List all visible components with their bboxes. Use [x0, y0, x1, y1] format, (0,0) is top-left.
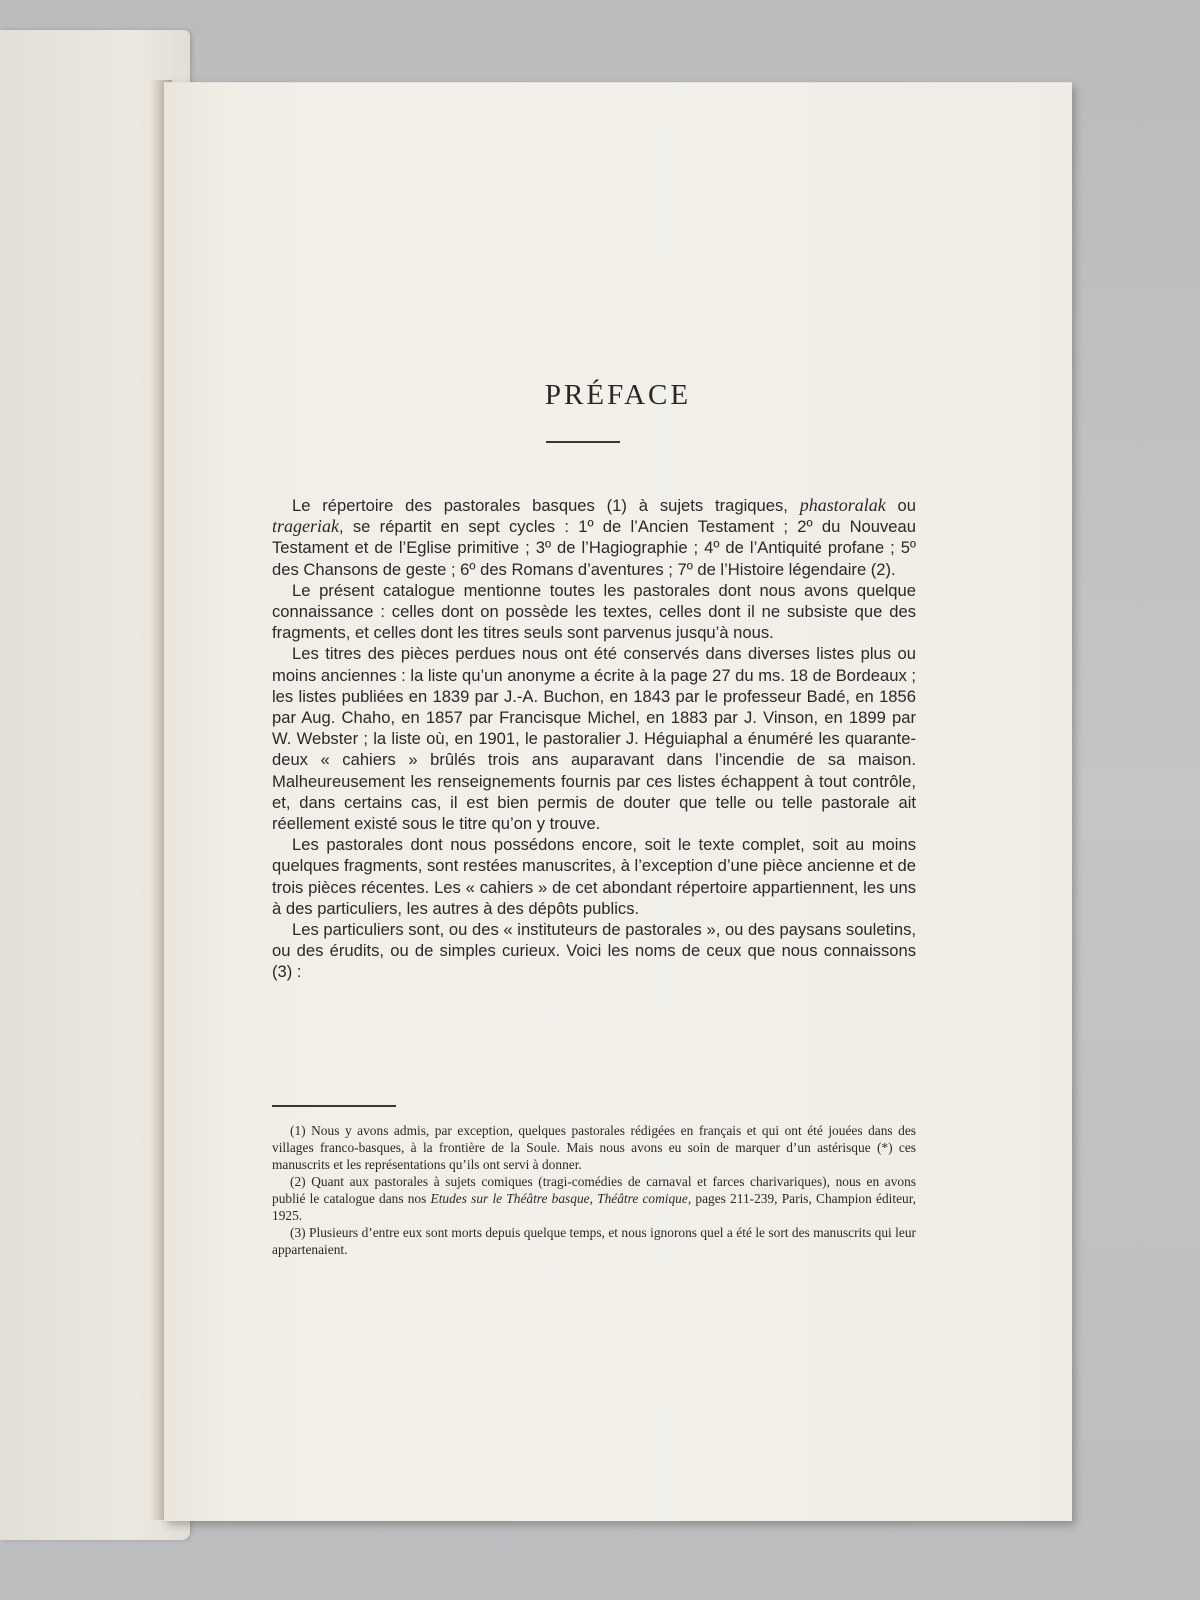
- paragraph-1-italic-b: trageriak: [272, 516, 339, 537]
- footnote-2-text-a: (2) Quant aux pastorales à sujets comiques (tragi-comédies de carnaval et farces charivariques), nous en avons publié le catalogue dans nos: [272, 1174, 916, 1206]
- paragraph-1-italic-a: phastoralak: [799, 495, 886, 515]
- paragraph-3: Les titres des pièces perdues nous ont été conservés dans diverses listes plus ou moins anciennes : la liste qu’un anonyme a écrite à la page 27 du ms. 18 de Bordeaux ; les listes publiées en 1839 par J.-A. Buchon, en 1843 par le professeur Badé, en 1856 par Aug. Chaho, en 1857 par Francisque Michel, en 1883 par J. Vinson, en 1899 par W. Webster ; la liste où, en 1901, le pastoralier J. Héguiaphal a énuméré les quarante-deux « cahiers » brûlés trois ans auparavant dans l’incendie de sa maison. Malheureusement les renseignements fournis par ces listes échappent à tout contrôle, et, dans certains cas, il est bien permis de douter que telle ou telle pastorale ait réellement existé sous le titre qu’on y trouve.: [272, 644, 916, 834]
- footnote-2-text-b: pages 211-239, Paris, Champion éditeur, 1925.: [272, 1191, 916, 1223]
- preface-body: [272, 495, 916, 983]
- footnote-1: (1) Nous y avons admis, par exception, quelques pastorales rédigées en français et qui ont été jouées dans des villages franco-basques, à la frontière de la Soule. Mais nous avons eu soin de marquer d’un astérisque (*) ces manuscrits et les représentations qu’ils ont servi à donner.: [272, 1123, 916, 1172]
- title-rule: [546, 441, 620, 443]
- right-page: [164, 82, 1072, 1521]
- footnote-3: (3) Plusieurs d’entre eux sont morts depuis quelque temps, et nous ignorons quel a été le sort des manuscrits qui leur appartenaient.: [272, 1225, 916, 1257]
- page-title: PRÉFACE: [544, 379, 692, 411]
- paragraph-2: Le présent catalogue mentionne toutes les pastorales dont nous avons quelque connaissance : celles dont on possède les textes, celles dont il ne subsiste que des fragments, et celles dont les titres seuls sont parvenus jusqu’à nous.: [272, 580, 916, 643]
- paragraph-5: Les particuliers sont, ou des « instituteurs de pastorales », ou des paysans souletins, ou des érudits, ou de simples curieux. Voici les noms de ceux que nous connaissons (3) :: [272, 920, 916, 982]
- paragraph-1-text-a: Le répertoire des pastorales basques (1) à sujets tragiques,: [292, 496, 800, 515]
- footnotes: [272, 1122, 916, 1258]
- footnote-2: [272, 1173, 916, 1224]
- paragraph-1: [272, 495, 916, 580]
- paragraph-1-text-b: ou: [885, 496, 917, 515]
- paragraph-1-text-c: , se répartit en sept cycles : 1º de l’Ancien Testament ; 2º du Nouveau Testament et de l’Eglise primitive ; 3º de l’Hagiographie ; 4º de l’Antiquité profane ; 5º des Chansons de geste ; 6º des Romans d’aventures ; 7º de l’Histoire légendaire (2).: [272, 517, 916, 579]
- footnote-rule: [272, 1105, 396, 1107]
- paragraph-4: Les pastorales dont nous possédons encore, soit le texte complet, soit au moins quelques fragments, sont restées manuscrites, à l’exception d’une pièce ancienne et de trois pièces récentes. Les « cahiers » de cet abondant répertoire appartiennent, les uns à des particuliers, les autres à des dépôts publics.: [272, 835, 916, 918]
- footnote-2-italic: Etudes sur le Théâtre basque, Théâtre comique,: [430, 1191, 692, 1206]
